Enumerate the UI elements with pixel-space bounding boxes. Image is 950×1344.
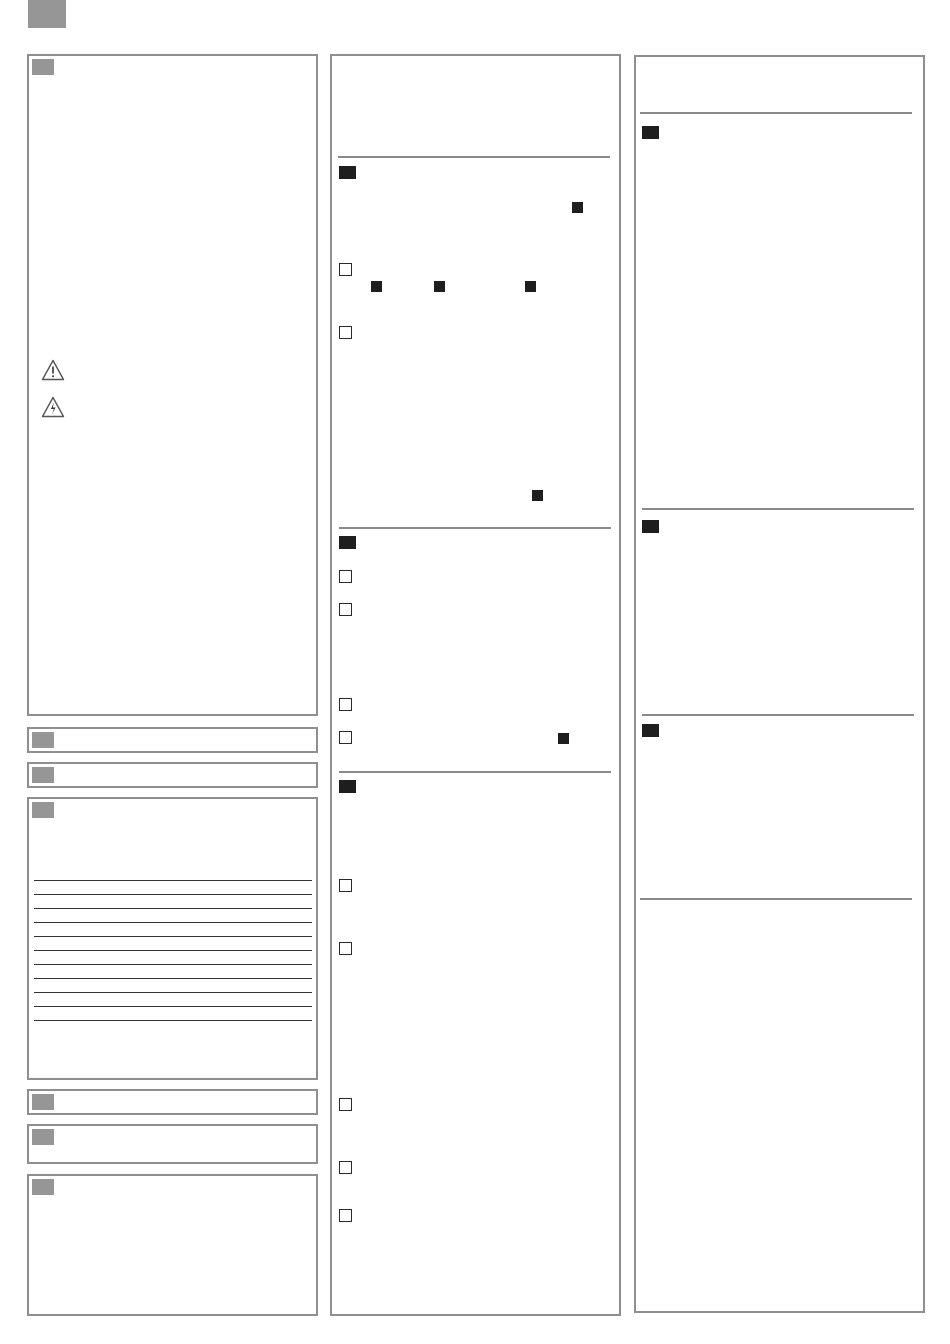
section-marker [32,59,54,75]
table-row-line [34,964,312,965]
list-checkbox [339,1209,352,1222]
section-marker-dark [339,780,356,793]
table-row-line [34,1006,312,1007]
left-section-bar-3 [27,1089,318,1115]
list-checkbox [339,603,352,616]
list-checkbox [339,1098,352,1111]
table-row-line [34,922,312,923]
section-marker [32,732,54,748]
middle-panel [330,54,621,1316]
list-checkbox [339,326,352,339]
table-row-line [34,1020,312,1021]
list-checkbox [339,698,352,711]
list-checkbox [339,1161,352,1174]
section-divider [338,156,610,158]
table-row-line [34,880,312,881]
section-marker-dark [642,520,659,533]
section-marker [32,802,54,818]
section-divider [339,771,611,773]
section-marker [32,1129,54,1145]
warning-exclamation-icon [41,359,65,386]
warning-electric-icon [41,396,65,423]
section-divider [640,112,912,114]
right-panel [634,55,925,1313]
left-section-box-5 [27,1174,318,1316]
section-marker [32,1179,54,1195]
section-divider [640,898,912,900]
left-main-panel [27,54,318,716]
list-checkbox [339,570,352,583]
inline-marker [525,281,536,292]
section-divider [642,508,914,510]
inline-marker [558,733,569,744]
table-row-line [34,894,312,895]
table-row-line [34,908,312,909]
section-marker-dark [339,536,356,549]
section-marker [32,767,54,783]
left-section-box-4 [27,1124,318,1164]
table-row-line [34,978,312,979]
inline-marker [371,281,382,292]
section-divider [339,527,611,529]
inline-marker [572,202,583,213]
table-row-line [34,950,312,951]
list-checkbox [339,879,352,892]
section-marker-dark [339,166,356,179]
inline-marker [532,490,543,501]
section-marker-dark [642,126,659,139]
section-marker-dark [642,724,659,737]
left-section-bar-1 [27,727,318,753]
list-checkbox [339,942,352,955]
section-marker [32,1094,54,1110]
table-row-line [34,992,312,993]
spec-table [34,880,312,1025]
section-divider [642,714,914,716]
left-table-panel [27,797,318,1080]
header-tab [28,0,66,28]
table-row-line [34,936,312,937]
list-checkbox [339,731,352,744]
list-checkbox [339,263,352,276]
inline-marker [434,281,445,292]
left-section-bar-2 [27,762,318,788]
